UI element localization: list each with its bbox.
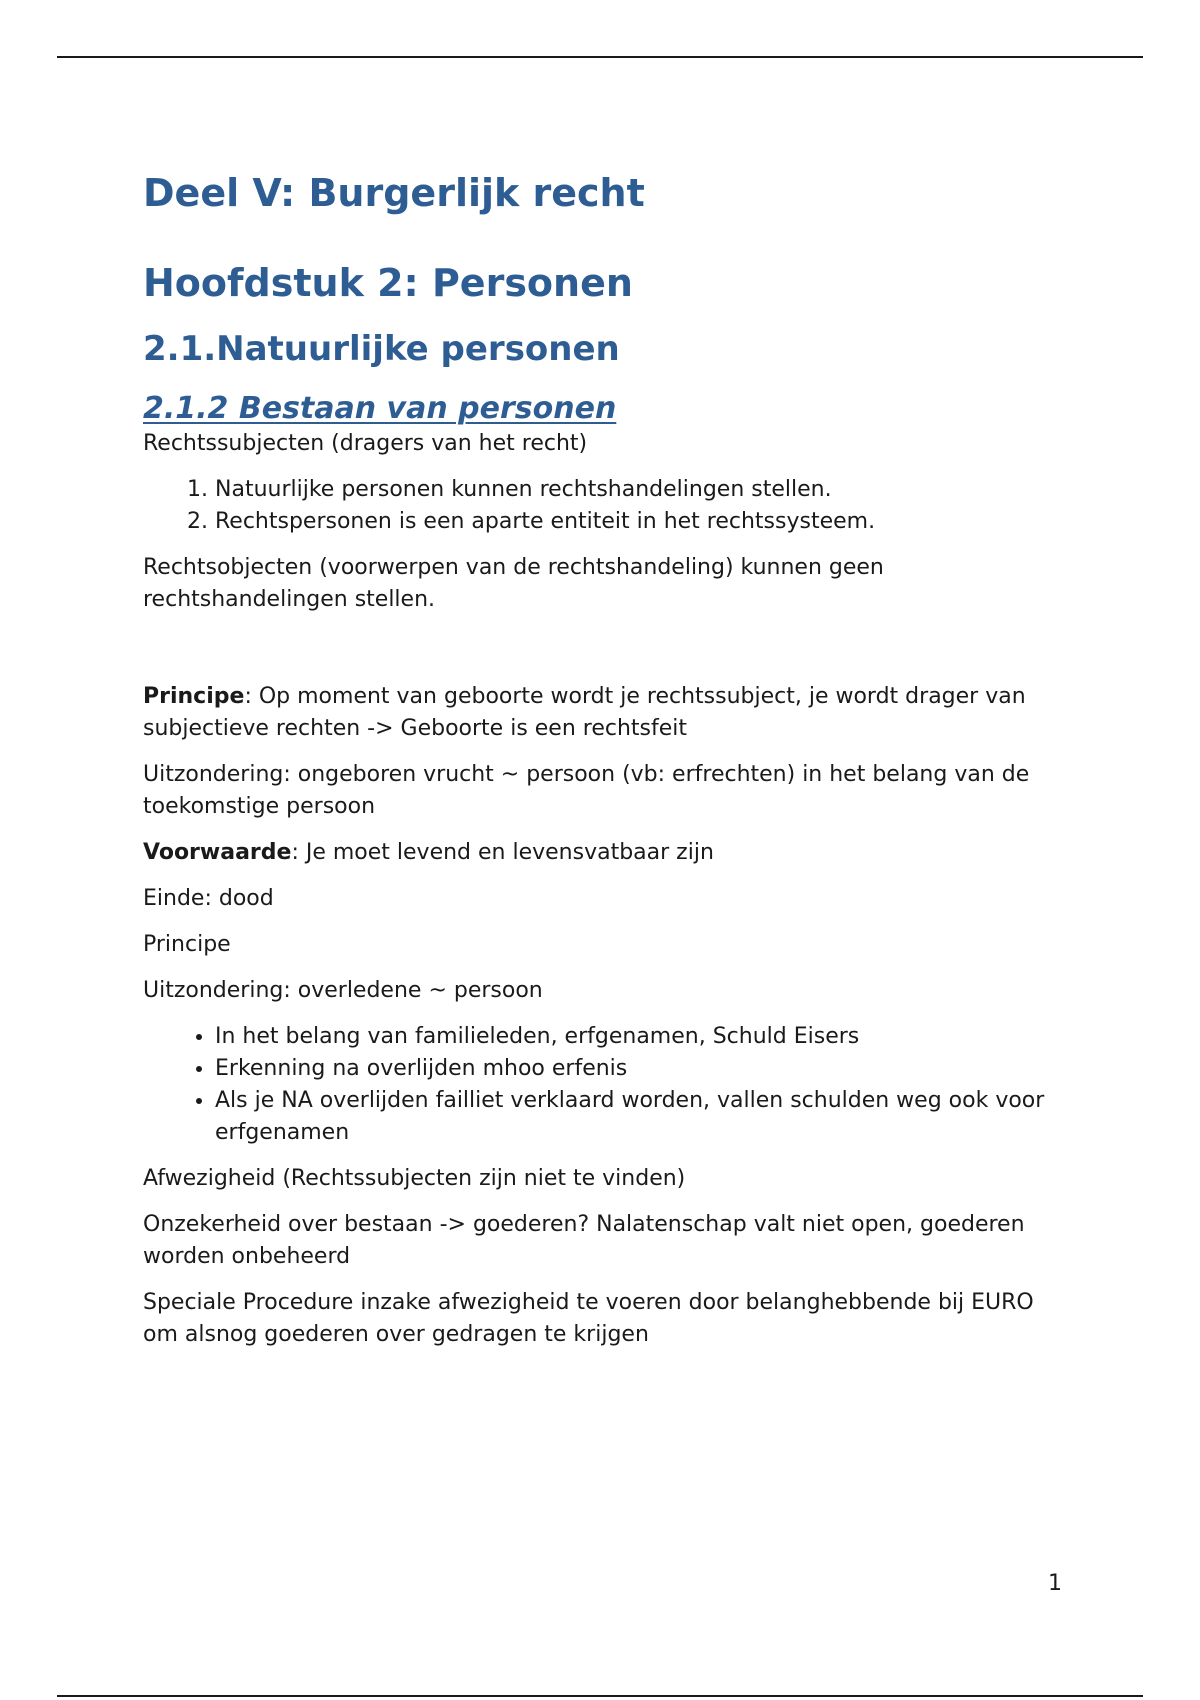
principe-text: : Op moment van geboorte wordt je rechtssubject, je wordt drager van subjectieve rechten -> Geboorte is een rechtsfeit <box>143 684 1026 741</box>
principe-paragraph <box>143 681 1073 745</box>
list-item: • In het belang van familieleden, erfgenamen, Schuld Eisers <box>215 1021 1073 1053</box>
voorwaarde-text: : Je moet levend en levensvatbaar zijn <box>291 840 714 865</box>
chapter-title: Hoofdstuk 2: Personen <box>143 261 633 305</box>
header-rule <box>57 56 1143 58</box>
afwezigheid-paragraph: Afwezigheid (Rechtssubjecten zijn niet te vinden) <box>143 1166 686 1191</box>
subsection-title: 2.1.2 Bestaan van personen <box>143 391 617 426</box>
page-number: 1 <box>1048 1571 1062 1596</box>
speciale-procedure-paragraph: Speciale Procedure inzake afwezigheid te voeren door belanghebbende bij EURO om alsnog goederen over gedragen te krijgen <box>143 1290 1034 1347</box>
principe-label: Principe <box>143 684 245 709</box>
overledene-bullet-list <box>143 1021 1073 1149</box>
einde-paragraph: Einde: dood <box>143 886 274 911</box>
uitzondering-overledene-paragraph: Uitzondering: overledene ~ persoon <box>143 978 543 1003</box>
voorwaarde-paragraph <box>143 837 1073 869</box>
subjects-numbered-list <box>143 474 1073 538</box>
footer-rule <box>57 1695 1143 1697</box>
list-item: 2. Rechtspersonen is een aparte entiteit in het rechtssysteem. <box>215 506 1073 538</box>
rechtssubjecten-paragraph: Rechtssubjecten (dragers van het recht) <box>143 431 588 456</box>
list-item: 1. Natuurlijke personen kunnen rechtshandelingen stellen. <box>215 474 1073 506</box>
document-body <box>143 170 1073 1351</box>
onzekerheid-paragraph: Onzekerheid over bestaan -> goederen? Nalatenschap valt niet open, goederen worden onbeheerd <box>143 1212 1025 1269</box>
list-item: • Erkenning na overlijden mhoo erfenis <box>215 1053 1073 1085</box>
list-item: • Als je NA overlijden failliet verklaard worden, vallen schulden weg ook voor erfgenamen <box>215 1085 1073 1149</box>
principe-2-paragraph: Principe <box>143 932 231 957</box>
uitzondering-ongeboren-paragraph: Uitzondering: ongeboren vrucht ~ persoon (vb: erfrechten) in het belang van de toekomstige persoon <box>143 762 1030 819</box>
voorwaarde-label: Voorwaarde <box>143 840 292 865</box>
part-title: Deel V: Burgerlijk recht <box>143 171 645 215</box>
section-title: 2.1.Natuurlijke personen <box>143 329 620 369</box>
rechtsobjecten-paragraph: Rechtsobjecten (voorwerpen van de rechtshandeling) kunnen geen rechtshandelingen stellen. <box>143 555 884 612</box>
